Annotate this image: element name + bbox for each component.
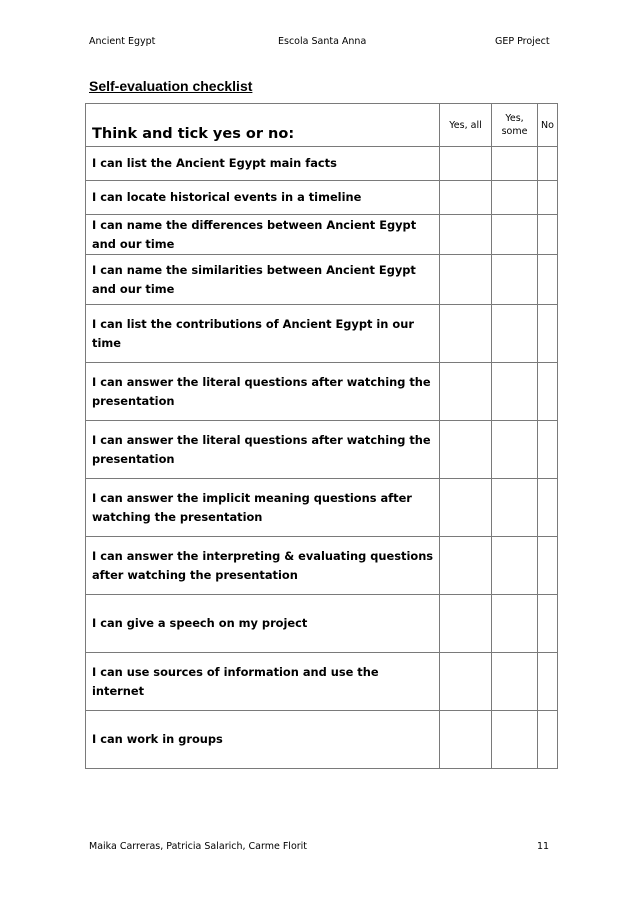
- tick-cell-yes-all[interactable]: [440, 363, 492, 421]
- table-row: [86, 421, 558, 479]
- checklist-statement: I can answer the implicit meaning questions after watching the presentation: [86, 479, 440, 537]
- tick-cell-yes-some[interactable]: [492, 147, 538, 181]
- tick-cell-yes-all[interactable]: [440, 653, 492, 711]
- tick-cell-yes-some[interactable]: [492, 595, 538, 653]
- tick-cell-yes-all[interactable]: [440, 595, 492, 653]
- tick-cell-yes-some[interactable]: [492, 255, 538, 305]
- tick-cell-yes-all[interactable]: [440, 421, 492, 479]
- header-left: Ancient Egypt: [89, 36, 156, 47]
- table-row: [86, 711, 558, 769]
- table-prompt: Think and tick yes or no:: [86, 104, 440, 147]
- tick-cell-yes-all[interactable]: [440, 181, 492, 215]
- tick-cell-no[interactable]: [538, 595, 558, 653]
- checklist-statement: I can answer the interpreting & evaluating questions after watching the presentation: [86, 537, 440, 595]
- checklist-statement: I can list the Ancient Egypt main facts: [86, 147, 440, 181]
- checklist-statement: I can locate historical events in a timeline: [86, 181, 440, 215]
- table-row: [86, 255, 558, 305]
- table-row: [86, 147, 558, 181]
- table-row: [86, 479, 558, 537]
- header-center: Escola Santa Anna: [278, 36, 367, 47]
- tick-cell-no[interactable]: [538, 255, 558, 305]
- tick-cell-no[interactable]: [538, 363, 558, 421]
- page-number: 11: [537, 841, 550, 852]
- tick-cell-yes-some[interactable]: [492, 537, 538, 595]
- tick-cell-no[interactable]: [538, 711, 558, 769]
- tick-cell-no[interactable]: [538, 215, 558, 255]
- tick-cell-yes-all[interactable]: [440, 305, 492, 363]
- checklist-statement: I can list the contributions of Ancient Egypt in our time: [86, 305, 440, 363]
- tick-cell-yes-some[interactable]: [492, 305, 538, 363]
- checklist-statement: I can answer the literal questions after watching the presentation: [86, 363, 440, 421]
- table-row: [86, 363, 558, 421]
- checklist-statement: I can give a speech on my project: [86, 595, 440, 653]
- tick-cell-no[interactable]: [538, 653, 558, 711]
- table-row: [86, 215, 558, 255]
- column-header-yes-some: Yes, some: [492, 104, 538, 147]
- tick-cell-yes-all[interactable]: [440, 255, 492, 305]
- tick-cell-no[interactable]: [538, 421, 558, 479]
- tick-cell-no[interactable]: [538, 537, 558, 595]
- tick-cell-yes-all[interactable]: [440, 147, 492, 181]
- tick-cell-yes-all[interactable]: [440, 479, 492, 537]
- checklist-statement: I can name the similarities between Ancient Egypt and our time: [86, 255, 440, 305]
- footer-authors: Maika Carreras, Patricia Salarich, Carme Florit: [89, 841, 308, 852]
- column-header-no: No: [538, 104, 558, 147]
- checklist-table: [85, 103, 558, 769]
- table-row: [86, 595, 558, 653]
- tick-cell-no[interactable]: [538, 479, 558, 537]
- tick-cell-yes-some[interactable]: [492, 215, 538, 255]
- column-header-yes-all: Yes, all: [440, 104, 492, 147]
- checklist-statement: I can use sources of information and use the internet: [86, 653, 440, 711]
- header-right: GEP Project: [495, 36, 550, 47]
- checklist-statement: I can work in groups: [86, 711, 440, 769]
- tick-cell-yes-some[interactable]: [492, 479, 538, 537]
- tick-cell-yes-all[interactable]: [440, 537, 492, 595]
- page-title: Self-evaluation checklist: [89, 78, 253, 94]
- table-header-row: [86, 104, 558, 147]
- table-row: [86, 537, 558, 595]
- tick-cell-yes-some[interactable]: [492, 181, 538, 215]
- checklist-statement: I can answer the literal questions after watching the presentation: [86, 421, 440, 479]
- tick-cell-no[interactable]: [538, 147, 558, 181]
- checklist-statement: I can name the differences between Ancient Egypt and our time: [86, 215, 440, 255]
- table-row: [86, 305, 558, 363]
- tick-cell-yes-some[interactable]: [492, 711, 538, 769]
- tick-cell-no[interactable]: [538, 305, 558, 363]
- tick-cell-no[interactable]: [538, 181, 558, 215]
- tick-cell-yes-some[interactable]: [492, 363, 538, 421]
- tick-cell-yes-some[interactable]: [492, 653, 538, 711]
- table-row: [86, 653, 558, 711]
- tick-cell-yes-all[interactable]: [440, 215, 492, 255]
- tick-cell-yes-all[interactable]: [440, 711, 492, 769]
- table-row: [86, 181, 558, 215]
- tick-cell-yes-some[interactable]: [492, 421, 538, 479]
